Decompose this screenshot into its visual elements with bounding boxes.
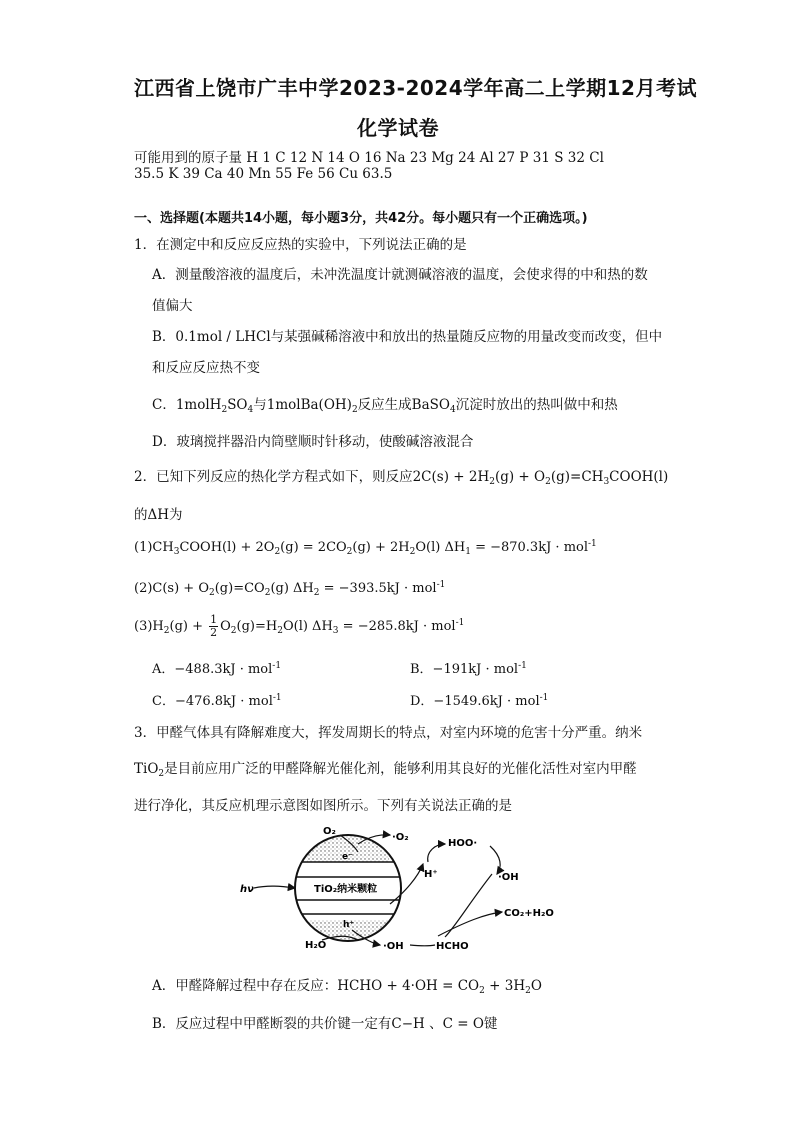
page-subtitle: 化学试卷 [357, 116, 439, 140]
page-title: 江西省上饶市广丰中学2023-2024学年高二上学期12月考试 [134, 76, 697, 100]
q1-option-b-line1: B．0.1mol / LHCl与某强碱稀溶液中和放出的热量随反应物的用量改变而改变，但中 [152, 329, 663, 345]
q1-option-d: D．玻璃搅拌器沿内筒壁顺时针移动，使酸碱溶液混合 [152, 434, 474, 450]
light-arrow [254, 886, 295, 888]
atomic-masses-line1: 可能用到的原子量 H 1 C 12 N 14 O 16 Na 23 Mg 24 Al 27 P 31 S 32 Cl [134, 150, 604, 166]
fraction-one-half: $\frac{1}{2}$ [210, 613, 218, 639]
proton-label: H⁺ [424, 869, 438, 880]
proton-to-hoo-arrow [428, 844, 445, 862]
section-heading: 一、选择题(本题共14小题，每小题3分，共42分。每小题只有一个正确选项。) [134, 211, 588, 226]
oh-to-hcho-link [410, 945, 435, 946]
q3-stem-line3: 进行净化，其反应机理示意图如图所示。下列有关说法正确的是 [134, 798, 512, 814]
q1-option-b-line2: 和反应反应热不变 [152, 360, 260, 376]
q1-option-c: C．$1molH_2SO_4$与$1molBa(OH)_2$反应生成BaSO$_4$沉淀时放出的热叫做中和热 [152, 397, 618, 415]
q2-stem: 2．已知下列反应的热化学方程式如下，则反应$2C(s) + 2H_2(g)$ + $O_2(g)=CH_3COOH(l)$ [134, 469, 669, 487]
hydroxyl-label-1: ·OH [383, 941, 404, 952]
atomic-masses-line2: 35.5 K 39 Ca 40 Mn 55 Fe 56 Cu 63.5 [134, 166, 393, 182]
products-label: CO₂+H₂O [504, 908, 554, 919]
q2-option-d: D．−1549.6kJ · mol$^{-1}$ [410, 693, 549, 709]
product-arrow [438, 912, 502, 936]
formaldehyde-label: HCHO [436, 941, 469, 952]
hydroxyl-label-2: ·OH [498, 872, 519, 883]
particle-label: TiO₂纳米颗粒 [314, 884, 378, 895]
q1-stem: 1．在测定中和反应反应热的实验中，下列说法正确的是 [134, 237, 467, 253]
hole-label: h⁺ [343, 920, 355, 930]
q2-equation-1: $(1)CH_3COOH(l) + 2O_2(g) = 2CO_2(g) + 2H_2O(l) \Delta H_1 = -870.3kJ \cdot mol^{-1}$ [134, 539, 597, 557]
q2-option-c: C．−476.8kJ · mol$^{-1}$ [152, 693, 282, 709]
oh-to-hcho-curve [445, 874, 492, 937]
q2-equation-3: $(3)H_2(g)$ + $\frac{1}{2}$ $O_2(g)=H_2O(l) \Delta H_3 = -285.8kJ \cdot mol^{-1}$ [134, 613, 465, 639]
q2-stem-line2: 的ΔH为 [134, 507, 183, 523]
q3-stem-line1: 3．甲醛气体具有降解难度大，挥发周期长的特点，对室内环境的危害十分严重。纳米 [134, 725, 643, 741]
electron-label: e⁻ [342, 852, 353, 862]
q2-option-a: A．−488.3kJ · mol$^{-1}$ [152, 661, 282, 677]
q2-option-b: B．−191kJ · mol$^{-1}$ [410, 661, 527, 677]
superoxide-label: ·O₂ [392, 832, 409, 843]
q3-stem-line2: TiO$_2$是目前应用广泛的甲醛降解光催化剂，能够利用其良好的光催化活性对室内甲醛 [134, 761, 637, 779]
hoo-to-oh-arrow [490, 846, 500, 874]
photocatalysis-diagram [240, 822, 570, 962]
q3-option-a: A．甲醛降解过程中存在反应：HCHO + $4\cdot OH = CO_2 + 3H_2O$ [152, 978, 542, 996]
q1-option-a-line2: 值偏大 [152, 298, 193, 314]
q1-option-a-line1: A．测量酸溶液的温度后，未冲洗温度计就测碱溶液的温度，会使求得的中和热的数 [152, 267, 648, 283]
q2-equation-2: $(2)C(s) + O_2(g)=CO_2(g) \Delta H_2 = -393.5kJ \cdot mol^{-1}$ [134, 580, 446, 598]
water-label: H₂O [305, 940, 327, 951]
o2-label: O₂ [323, 826, 336, 837]
hv-label: hν [240, 884, 254, 895]
hydroperoxyl-label: HOO· [448, 838, 478, 849]
q3-option-b: B．反应过程中甲醛断裂的共价键一定有C−H 、C = O键 [152, 1016, 498, 1032]
